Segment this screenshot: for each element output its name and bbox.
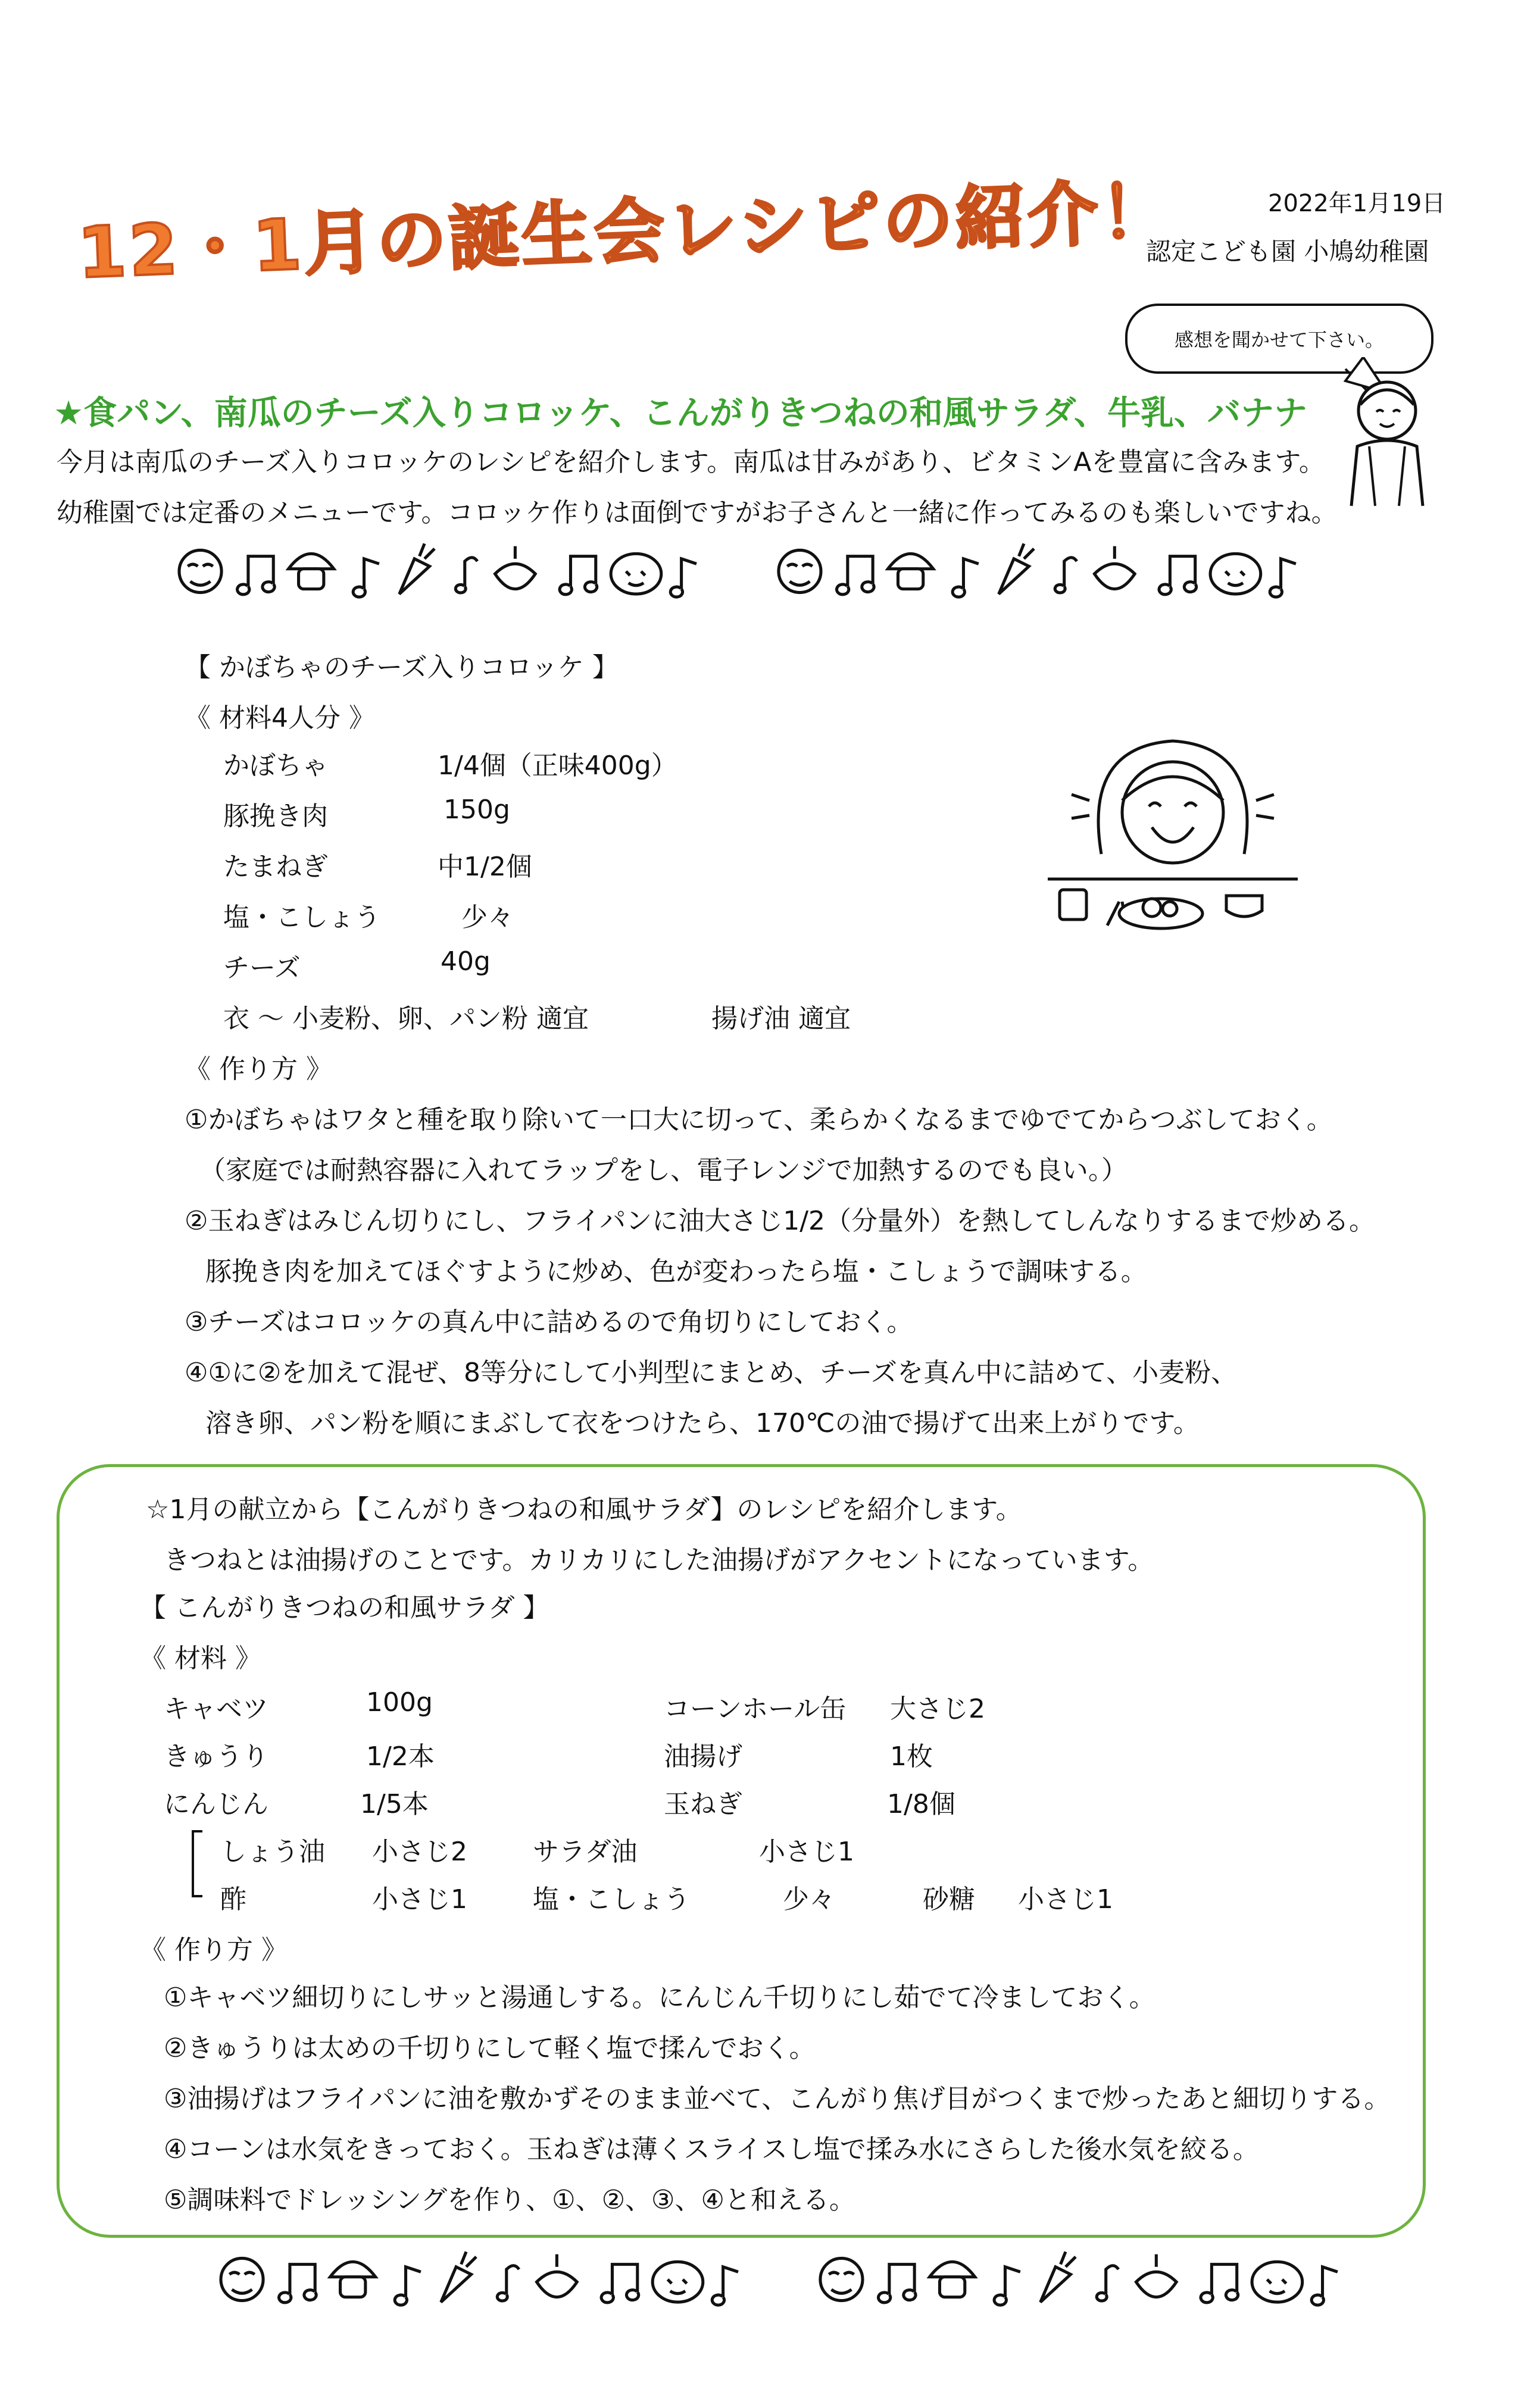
recipe2-step: ④コーンは水気をきっておく。玉ねぎは薄くスライスし塩で揉み水にさらした後水気を絞る。 bbox=[164, 2134, 1259, 2165]
ingredient-qty: 少々 bbox=[461, 902, 514, 933]
intro-line-2: 幼稚園では定番のメニューです。コロッケ作りは面倒ですがお子さんと一緒に作ってみるのも楽しいですね。 bbox=[57, 498, 1338, 528]
recipe1-step: ④①に②を加えて混ぜ、8等分にして小判型にまとめ、チーズを真ん中に詰めて、小麦粉、 bbox=[185, 1358, 1238, 1388]
bubble-text: 感想を聞かせて下さい。 bbox=[1174, 329, 1384, 351]
pumpkin-icon bbox=[611, 553, 661, 594]
ingredient-qty: 150g bbox=[444, 795, 510, 825]
ingredient-qty: 100g bbox=[366, 1687, 433, 1718]
carrot-icon bbox=[399, 543, 435, 594]
ingredient-name: 油揚げ bbox=[664, 1741, 742, 1772]
ingredient-name: 豚挽き肉 bbox=[223, 801, 328, 831]
coating: 衣 ～ 小麦粉、卵、パン粉 適宜 bbox=[223, 1003, 589, 1034]
recipe1-step: ②玉ねぎはみじん切りにし、フライパンに油大さじ1/2（分量外）を熱してしんなりするまで炒める。 bbox=[185, 1206, 1376, 1236]
recipe1-materials-head: 《 材料4人分 》 bbox=[185, 703, 375, 733]
woman-illustration bbox=[1310, 357, 1476, 512]
recipe1-step: 豚挽き肉を加えてほぐすように炒め、色が変わったら塩・こしょうで調味する。 bbox=[205, 1256, 1147, 1287]
ingredient-name: 玉ねぎ bbox=[664, 1789, 742, 1819]
note-icon bbox=[238, 556, 275, 595]
ingredient-qty: 1/4個（正味400g） bbox=[438, 750, 677, 781]
ingredient-name: きゅうり bbox=[164, 1741, 268, 1772]
recipe1-method-head: 《 作り方 》 bbox=[185, 1054, 332, 1084]
recipe2-intro-1: ☆1月の献立から【こんがりきつねの和風サラダ】のレシピを紹介します。 bbox=[146, 1494, 1022, 1525]
ingredient-qty: 1枚 bbox=[890, 1741, 933, 1772]
cabbage-icon bbox=[179, 550, 221, 592]
ingredient-name: かぼちゃ bbox=[223, 750, 328, 781]
decoration-row-bottom bbox=[134, 2247, 1473, 2312]
recipe1-step: ①かぼちゃはワタと種を取り除いて一口大に切って、柔らかくなるまでゆでてからつぶしておく。 bbox=[185, 1105, 1333, 1135]
pepper-icon bbox=[495, 546, 536, 589]
dressing-qty: 少々 bbox=[783, 1884, 835, 1915]
dressing-qty: 小さじ1 bbox=[372, 1884, 467, 1915]
recipe2-step: ⑤調味料でドレッシングを作り、①、②、③、④と和える。 bbox=[164, 2185, 855, 2215]
note-icon bbox=[670, 559, 697, 597]
ingredient-name: たまねぎ bbox=[223, 852, 328, 882]
ingredient-qty: 1/8個 bbox=[887, 1789, 955, 1819]
recipe2-title: 【 こんがりきつねの和風サラダ 】 bbox=[140, 1593, 549, 1623]
ingredient-qty: 1/2本 bbox=[366, 1741, 435, 1772]
ingredient-name: コーンホール缶 bbox=[664, 1694, 847, 1724]
dressing-item: 塩・こしょう bbox=[533, 1884, 690, 1915]
dressing-item: 砂糖 bbox=[923, 1884, 975, 1915]
child-eating-illustration bbox=[1048, 723, 1298, 943]
ingredient-qty: 40g bbox=[441, 946, 491, 977]
menu-line: ★食パン、南瓜のチーズ入りコロッケ、こんがりきつねの和風サラダ、牛乳、バナナ bbox=[54, 394, 1307, 433]
frying-oil: 揚げ油 適宜 bbox=[711, 1003, 851, 1034]
ingredient-name: にんじん bbox=[164, 1789, 268, 1819]
dressing-item: 酢 bbox=[220, 1884, 246, 1915]
recipe2-intro-2: きつねとは油揚げのことです。カリカリにした油揚げがアクセントになっています。 bbox=[164, 1545, 1154, 1575]
page-title: 12・1月の誕生会レシピの紹介！ bbox=[76, 170, 1175, 294]
dressing-bracket bbox=[192, 1830, 202, 1897]
school-name: 認定こども園 小鳩幼稚園 bbox=[1146, 237, 1429, 266]
decoration-row-top bbox=[65, 539, 1458, 604]
recipe2-materials-head: 《 材料 》 bbox=[140, 1643, 261, 1674]
recipe1-step: ③チーズはコロッケの真ん中に詰めるので角切りにしておく。 bbox=[185, 1307, 913, 1337]
ingredient-qty: 大さじ2 bbox=[890, 1694, 985, 1724]
dressing-qty: 小さじ1 bbox=[759, 1837, 854, 1867]
note-icon bbox=[560, 556, 597, 595]
recipe1-title: 【 かぼちゃのチーズ入りコロッケ 】 bbox=[185, 652, 619, 683]
ingredient-qty: 中1/2個 bbox=[438, 852, 532, 882]
dressing-item: サラダ油 bbox=[533, 1837, 638, 1867]
ingredient-name: キャベツ bbox=[164, 1694, 268, 1724]
mushroom-icon bbox=[289, 553, 334, 589]
date: 2022年1月19日 bbox=[1268, 190, 1446, 217]
recipe2-step: ①キャベツ細切りにしサッと湯通しする。にんじん千切りにし茹でて冷ましておく。 bbox=[164, 1982, 1155, 2013]
ingredient-qty: 1/5本 bbox=[360, 1789, 429, 1819]
dressing-item: しょう油 bbox=[220, 1837, 325, 1867]
recipe2-step: ③油揚げはフライパンに油を敷かずそのまま並べて、こんがり焦げ目がつくまで炒ったあと細切りする。 bbox=[164, 2084, 1391, 2114]
note-icon bbox=[455, 558, 477, 593]
ingredient-name: 塩・こしょう bbox=[223, 902, 380, 933]
dressing-qty: 小さじ1 bbox=[1018, 1884, 1113, 1915]
ingredient-name: チーズ bbox=[223, 953, 301, 983]
recipe2-method-head: 《 作り方 》 bbox=[140, 1935, 288, 1965]
recipe1-step: （家庭では耐熱容器に入れてラップをし、電子レンジで加熱するのでも良い。） bbox=[199, 1155, 1128, 1186]
note-icon bbox=[353, 559, 379, 597]
recipe2-step: ②きゅうりは太めの千切りにして軽く塩で揉んでおく。 bbox=[164, 2033, 816, 2063]
intro-line-1: 今月は南瓜のチーズ入りコロッケのレシピを紹介します。南瓜は甘みがあり、ビタミンAを豊富に含みます。 bbox=[57, 447, 1325, 477]
recipe1-step: 溶き卵、パン粉を順にまぶして衣をつけたら、170℃の油で揚げて出来上がりです。 bbox=[205, 1408, 1200, 1438]
dressing-qty: 小さじ2 bbox=[372, 1837, 467, 1867]
